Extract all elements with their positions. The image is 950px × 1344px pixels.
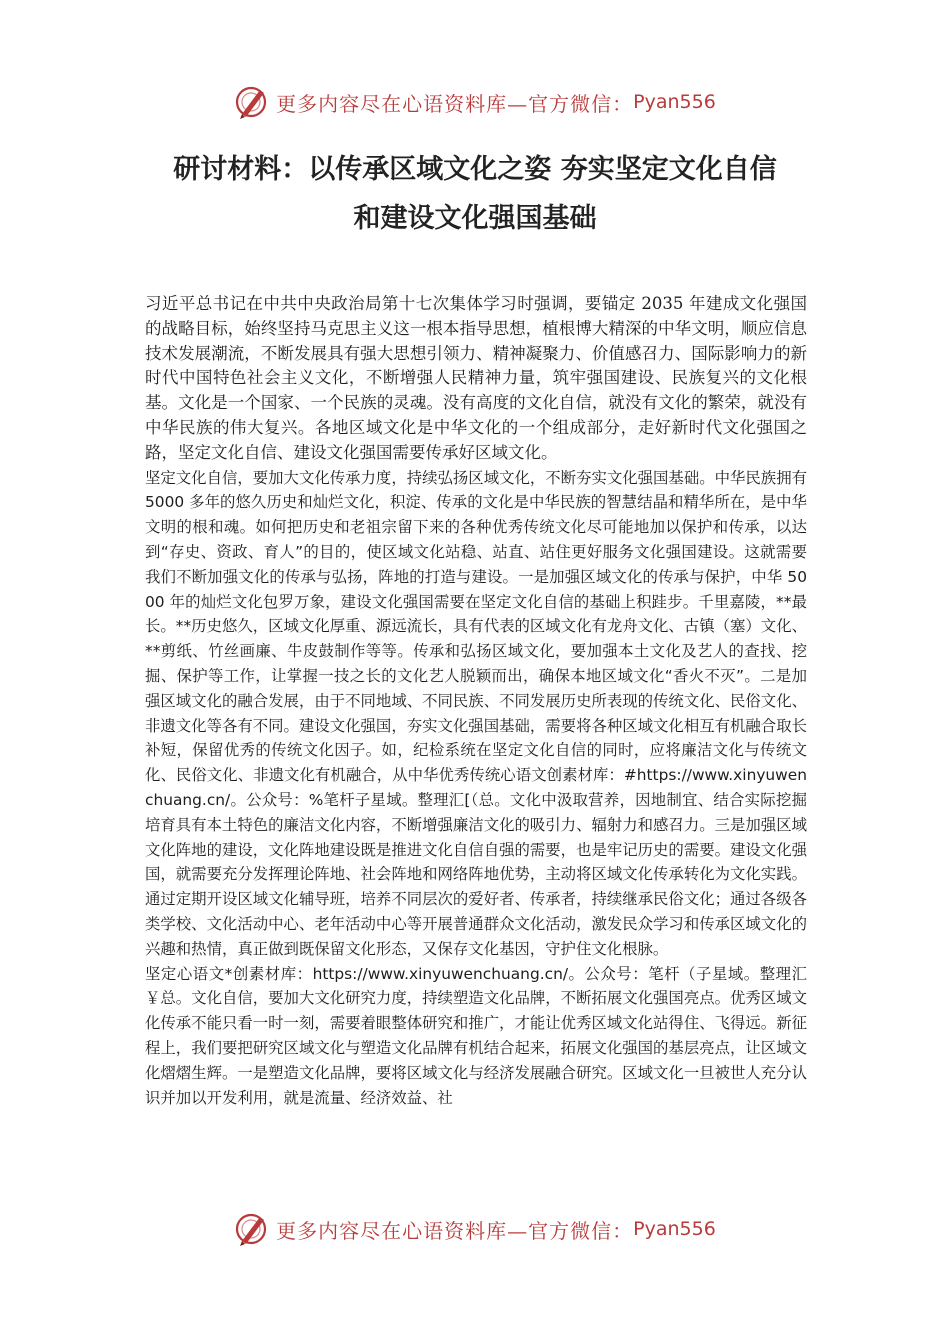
paragraph-intro: 习近平总书记在中共中央政治局第十七次集体学习时强调，要锚定 2035 年建成文化强国的战略目标，始终坚持马克思主义这一根本指导思想，植根博大精深的中华文明，顺应信息技术发展潮流，不断发展具有强大思想引领力、精神凝聚力、价值感召力、国际影响力的新时代中国特色社会主义文化，不断增强人民精神力量，筑牢强国建设、民族复兴的文化根基。文化是一个国家、一个民族的灵魂。没有高度的文化自信，就没有文化的繁荣，就没有中华民族的伟大复兴。各地区域文化是中华文化的一个组成部分，走好新时代文化强国之路，坚定文化自信、建设文化强国需要传承好区域文化。	[145, 294, 807, 462]
document-body	[145, 292, 807, 1110]
header-watermark-banner	[0, 80, 950, 124]
paragraph-inheritance: 坚定文化自信，要加大文化传承力度，持续弘扬区域文化，不断夯实文化强国基础。中华民族拥有 5000 多年的悠久历史和灿烂文化，积淀、传承的文化是中华民族的智慧结晶和精华所在，是中华文明的根和魂。如何把历史和老祖宗留下来的各种优秀传统文化尽可能地加以保护和传承，以达到“存史、资政、育人”的目的，使区域文化站稳、站直、站住更好服务文化强国建设。这就需要我们不断加强文化的传承与弘扬，阵地的打造与建设。一是加强区域文化的传承与保护，中华 5000 年的灿烂文化包罗万象，建设文化强国需要在坚定文化自信的基础上积跬步。千里嘉陵，**最长。**历史悠久，区域文化厚重、源远流长，具有代表的区域文化有龙舟文化、古镇（塞）文化、**剪纸、竹丝画廉、牛皮鼓制作等等。传承和弘扬区域文化，要加强本土文化及艺人的查找、挖掘、保护等工作，让掌握一技之长的文化艺人脱颖而出，确保本地区域文化“香火不灭”。二是加强区域文化的融合发展，由于不同地域、不同民族、不同发展历史所表现的传统文化、民俗文化、非遗文化等各有不同。建设文化强国，夯实文化强国基础，需要将各种区域文化相互有机融合取长补短，保留优秀的传统文化因子。如，纪检系统在坚定文化自信的同时，应将廉洁文化与传统文化、民俗文化、非遗文化有机融合，从中华优秀传统心语文创素材库：#https://www.xinyuwenchuang.cn/。公众号：%笔杆子星域。整理汇[（总。文化中汲取营养，因地制宜、结合实际挖掘培育具有本土特色的廉洁文化内容，不断增强廉洁文化的吸引力、辐射力和感召力。三是加强区域文化阵地的建设，文化阵地建设既是推进文化自信自强的需要，也是牢记历史的需要。建设文化强国，就需要充分发挥理论阵地、社会阵地和网络阵地优势，主动将区域文化传承转化为文化实践。通过定期开设区域文化辅导班，培养不同层次的爱好者、传承者，持续继承民俗文化；通过各级各类学校、文化活动中心、老年活动中心等开展普通群众文化活动，激发民众学习和传承区域文化的兴趣和热情，真正做到既保留文化形态，又保存文化基因，守护住文化根脉。	[145, 468, 807, 958]
banner-text: 更多内容尽在心语资料库—官方微信：	[276, 91, 634, 116]
pen-logo-icon	[234, 84, 270, 120]
paragraph-research: 坚定心语文*创素材库：https://www.xinyuwenchuang.cn/。公众号：笔杆（子星域。整理汇￥总。文化自信，要加大文化研究力度，持续塑造文化品牌，不断拓展文化强国亮点。优秀区域文化传承不能只看一时一刻，需要着眼整体研究和推广，才能让优秀区域文化站得住、飞得远。新征程上，我们要把研究区域文化与塑造文化品牌有机结合起来，拓展文化强国的基层亮点，让区域文化熠熠生辉。一是塑造文化品牌，要将区域文化与经济发展融合研究。区域文化一旦被世人充分认识并加以开发利用，就是流量、经济效益、社	[145, 964, 807, 1107]
banner-wechat-id: Pyan556	[633, 1218, 716, 1240]
banner-text: 更多内容尽在心语资料库—官方微信：	[276, 1218, 634, 1243]
document-title-line-1: 研讨材料：以传承区域文化之姿 夯实坚定文化自信	[173, 154, 777, 185]
banner-wechat-id: Pyan556	[633, 91, 716, 113]
pen-logo-icon	[234, 1211, 270, 1247]
document-title-line-2: 和建设文化强国基础	[353, 203, 597, 234]
footer-watermark-banner	[0, 1207, 950, 1251]
